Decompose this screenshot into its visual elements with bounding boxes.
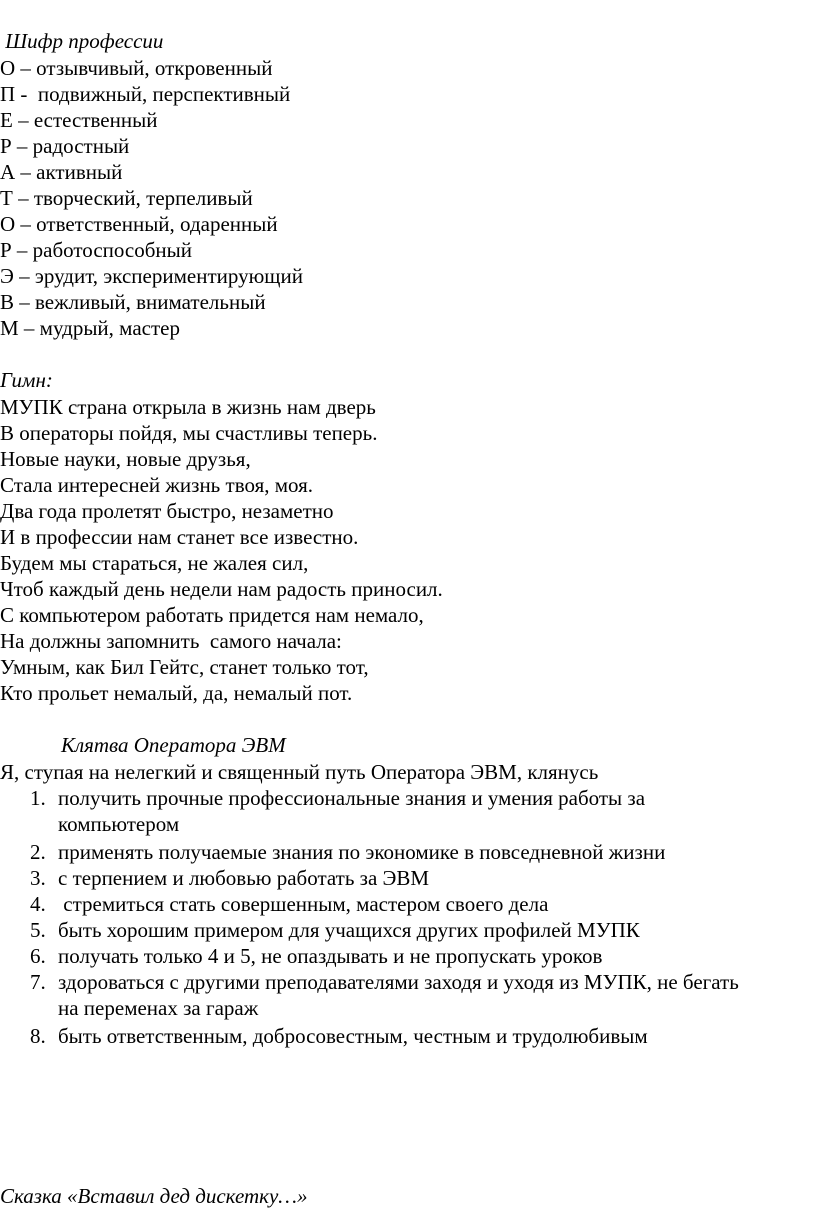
cipher-line-o1: О – отзывчивый, откровенный (0, 56, 273, 80)
anthem-line: Кто прольет немалый, да, немалый пот. (0, 681, 353, 705)
anthem-line: С компьютером работать придется нам немало, (0, 603, 424, 627)
oath-item-number: 2. (30, 840, 46, 864)
oath-intro: Я, ступая на нелегкий и священный путь Оператора ЭВМ, клянусь (0, 760, 599, 784)
oath-item-text: применять получаемые знания по экономике в повседневной жизни (58, 840, 666, 864)
anthem-line: Два года пролетят быстро, незаметно (0, 499, 334, 523)
tale-title: Сказка «Вставил дед дискетку…» (0, 1184, 308, 1208)
oath-item-text: быть хорошим примером для учащихся других профилей МУПК (58, 918, 640, 942)
oath-item-text: быть ответственным, добросовестным, честным и трудолюбивым (58, 1024, 648, 1048)
oath-item-number: 3. (30, 866, 46, 890)
oath-item-number: 6. (30, 944, 46, 968)
cipher-line-p: П - подвижный, перспективный (0, 82, 291, 106)
oath-title: Клятва Оператора ЭВМ (61, 733, 286, 757)
anthem-line: Умным, как Бил Гейтс, станет только тот, (0, 655, 369, 679)
cipher-title: Шифр профессии (0, 29, 164, 53)
anthem-title: Гимн: (0, 368, 53, 392)
oath-item-text: на переменах за гараж (58, 996, 259, 1020)
cipher-line-v: В – вежливый, внимательный (0, 290, 266, 314)
cipher-line-r2: Р – работоспособный (0, 238, 193, 262)
oath-item-text: получить прочные профессиональные знания и умения работы за (58, 786, 646, 810)
oath-item-number: 7. (30, 970, 46, 994)
anthem-line: И в профессии нам станет все известно. (0, 525, 359, 549)
cipher-line-o2: О – ответственный, одаренный (0, 212, 278, 236)
anthem-line: Чтоб каждый день недели нам радость приносил. (0, 577, 443, 601)
cipher-line-e2: Э – эрудит, экспериментирующий (0, 264, 303, 288)
anthem-line: МУПК страна открыла в жизнь нам дверь (0, 395, 376, 419)
oath-item-text: компьютером (58, 812, 180, 836)
oath-item-text: здороваться с другими преподавателями заходя и уходя из МУПК, не бегать (58, 970, 739, 994)
cipher-line-e: Е – естественный (0, 108, 158, 132)
cipher-line-m: М – мудрый, мастер (0, 316, 180, 340)
oath-item-text: с терпением и любовью работать за ЭВМ (58, 866, 430, 890)
oath-item-number: 5. (30, 918, 46, 942)
anthem-line: На должны запомнить самого начала: (0, 629, 342, 653)
anthem-line: В операторы пойдя, мы счастливы теперь. (0, 421, 378, 445)
cipher-line-t: Т – творческий, терпеливый (0, 186, 253, 210)
oath-item-text: получать только 4 и 5, не опаздывать и не пропускать уроков (58, 944, 603, 968)
oath-item-number: 8. (30, 1024, 46, 1048)
oath-item-number: 4. (30, 892, 46, 916)
oath-item-text: стремиться стать совершенным, мастером своего дела (58, 892, 549, 916)
anthem-line: Будем мы стараться, не жалея сил, (0, 551, 309, 575)
anthem-line: Стала интересней жизнь твоя, моя. (0, 473, 314, 497)
anthem-line: Новые науки, новые друзья, (0, 447, 251, 471)
cipher-line-r1: Р – радостный (0, 134, 130, 158)
cipher-line-a: А – активный (0, 160, 123, 184)
oath-item-number: 1. (30, 786, 46, 810)
